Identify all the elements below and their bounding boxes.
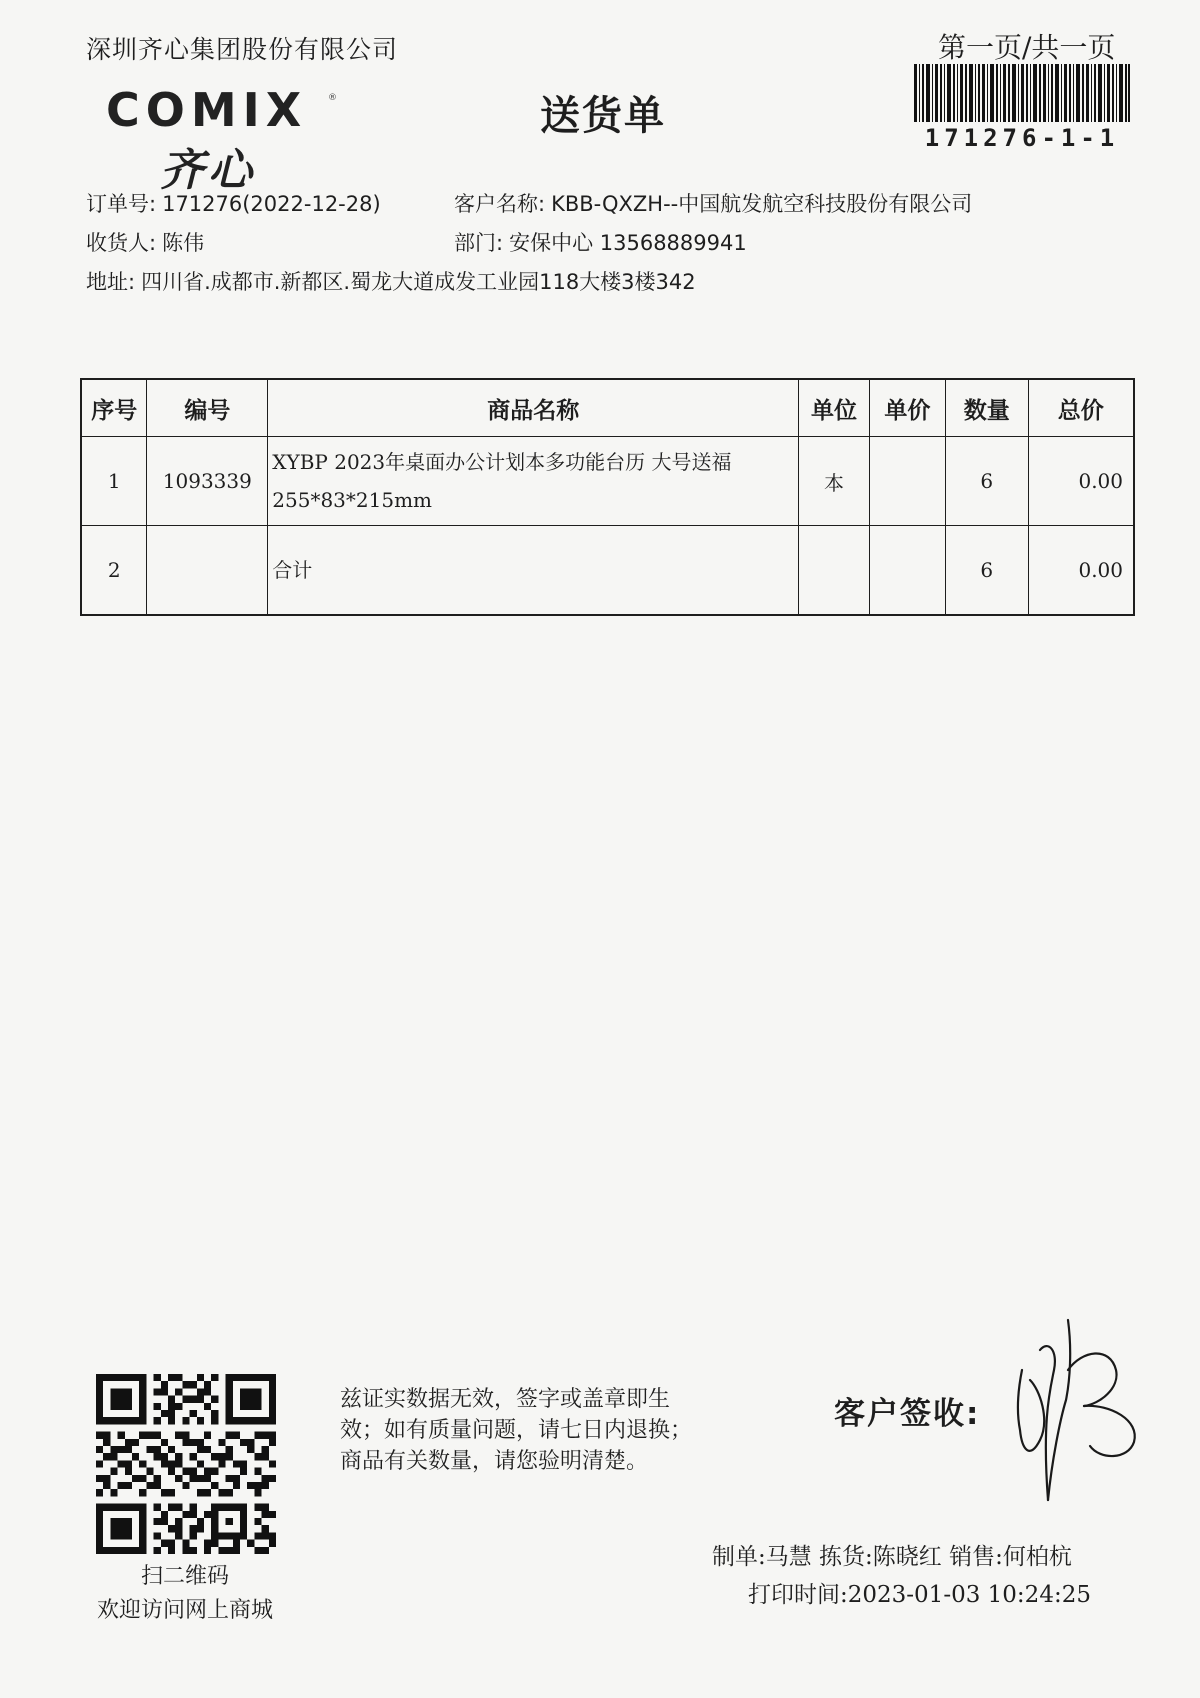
order-number: 订单号: 171276(2022-12-28): [86, 192, 381, 216]
company-name: 深圳齐心集团股份有限公司: [86, 35, 399, 64]
logo-text: COMIX: [106, 86, 308, 137]
table-row: [81, 437, 1134, 526]
document-title: 送货单: [540, 93, 666, 139]
cell-code: 1093339: [147, 437, 268, 526]
barcode-number: 171276-1-1: [924, 124, 1120, 152]
staff-line: 制单:马慧 拣货:陈晓红 销售:何柏杭: [712, 1544, 1072, 1570]
cell-total: 0.00: [1028, 526, 1134, 616]
qr-caption: 扫二维码 欢迎访问网上商城: [96, 1564, 273, 1623]
print-time: 打印时间:2023-01-03 10:24:25: [748, 1582, 1091, 1608]
cell-total: 0.00: [1028, 437, 1134, 526]
header-qty: 数量: [945, 379, 1028, 437]
header-unit: 单位: [799, 379, 870, 437]
cell-unit: [799, 526, 870, 616]
cell-seq: 1: [81, 437, 147, 526]
logo-chinese: 齐心: [160, 145, 256, 196]
header-price: 单价: [869, 379, 945, 437]
handwritten-signature: [1000, 1310, 1160, 1510]
cell-name: 合计: [268, 526, 799, 616]
cell-unit: 本: [799, 437, 870, 526]
address: 地址: 四川省.成都市.新都区.蜀龙大道成发工业园118大楼3楼342: [86, 270, 696, 294]
notice-text: 兹证实数据无效，签字或盖章即生 效；如有质量问题，请七日内退换； 商品有关数量，请您验明清楚。: [340, 1387, 693, 1474]
header-code: 编号: [147, 379, 268, 437]
cell-qty: 6: [945, 437, 1028, 526]
header-name: 商品名称: [268, 379, 799, 437]
customer-sign-label: 客户签收:: [834, 1396, 981, 1432]
qr-code[interactable]: [96, 1374, 276, 1554]
receiver: 收货人: 陈伟: [86, 231, 205, 255]
header-seq: 序号: [81, 379, 147, 437]
table-header-row: [81, 379, 1134, 437]
barcode: [914, 64, 1130, 122]
table-row: [81, 526, 1134, 616]
cell-price: [869, 526, 945, 616]
page-info: 第一页/共一页: [938, 31, 1116, 64]
items-table: [80, 378, 1135, 616]
department: 部门: 安保中心 13568889941: [454, 231, 747, 255]
customer-name: 客户名称: KBB-QXZH--中国航发航空科技股份有限公司: [454, 192, 973, 216]
cell-price: [869, 437, 945, 526]
header-total: 总价: [1028, 379, 1134, 437]
svg-text:®: ®: [328, 93, 337, 103]
cell-name: XYBP 2023年桌面办公计划本多功能台历 大号送福 255*83*215mm: [268, 437, 799, 526]
cell-code: [147, 526, 268, 616]
cell-seq: 2: [81, 526, 147, 616]
cell-qty: 6: [945, 526, 1028, 616]
